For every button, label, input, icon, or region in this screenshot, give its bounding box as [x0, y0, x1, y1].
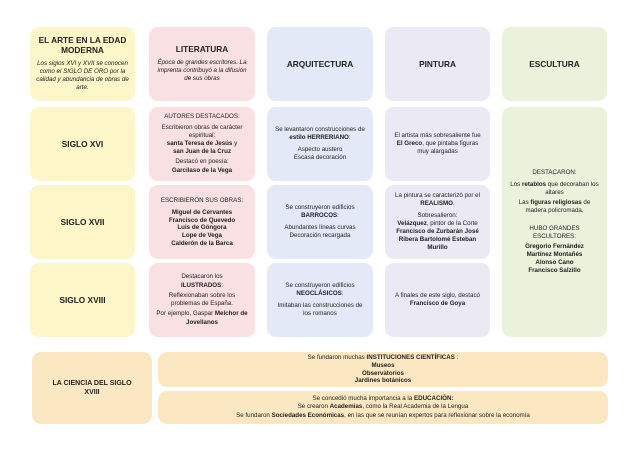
lit-xvi-cell — [149, 107, 255, 181]
lit-xviii-cell — [149, 263, 255, 337]
arq-xvi-escasa: Escasa decoración — [293, 154, 347, 162]
lit-xvi-santa: santa Teresa de Jesús — [166, 139, 233, 147]
pin-xvi-greco: El Greco — [396, 139, 423, 147]
pin-xvii-velazquez: Velázquez — [397, 220, 427, 228]
pin-xviii-l1: A finales de este siglo, destacó — [395, 291, 480, 299]
esc-retablos-word: retablos — [521, 180, 547, 188]
pin-xvii-vel-rest: , pintor de la Corte — [426, 220, 478, 228]
arq-xviii-desc: Imitaban las construcciones de los romanos — [277, 302, 363, 318]
pin-xvii-painter: José Ribera — [398, 228, 479, 244]
esc-names — [525, 243, 584, 275]
arquitectura-title: ARQUITECTURA — [286, 59, 354, 69]
row-siglo-xviii — [30, 263, 135, 337]
esc-las: Las — [518, 199, 531, 207]
lit-xvi-intro — [155, 124, 249, 156]
literatura-title: LITERATURA — [175, 43, 229, 54]
lit-xviii-l1: Destacaron los — [181, 273, 223, 281]
ciencia-instituciones-box — [158, 352, 608, 387]
lit-xvi-poesia — [172, 158, 232, 174]
arq-xvi-estilo: estilo HERRERIANO — [289, 133, 349, 141]
ciencia-sociedades-line — [236, 412, 530, 420]
esc-retablos — [508, 181, 601, 197]
arq-xvii-cell — [267, 185, 373, 259]
lit-xvi-head: AUTORES DESTACADOS: — [164, 113, 240, 121]
ciencia-inst-item: Jardines botánicos — [354, 377, 412, 385]
ciencia-edu-l1: Se concedió mucha importancia a la — [312, 395, 414, 403]
esc-figuras — [508, 199, 601, 215]
esc-figuras-word: figuras religiosas — [530, 199, 582, 207]
arq-xvii-desc: Abundantes líneas curvas Decoración recargada — [284, 224, 356, 240]
literatura-header — [149, 27, 255, 101]
lit-xvii-cell — [149, 185, 255, 259]
lit-xvi-y: y — [232, 139, 238, 147]
esc-retablos-rest: que decoraban los altares — [545, 180, 599, 196]
lit-xvii-author: Luis de Góngora — [177, 224, 227, 232]
modern-age-desc: Los siglos XVI y XVII se conocen como el SIGLO DE ORO por la calidad y abundancia de obras de arte. — [36, 59, 129, 91]
lit-xvi-intro-text: Escribieron obras de carácter espiritual: — [161, 123, 243, 139]
pin-xvii-dot: . — [452, 199, 455, 207]
esc-head: DESTACARON: — [532, 168, 577, 176]
esc-cell — [502, 107, 607, 337]
esc-figuras-rest: de madera policromada. — [525, 199, 591, 215]
ciencia-inst-items — [355, 362, 411, 384]
arq-xviii-cell — [267, 263, 373, 337]
pin-xvii-realismo: REALISMO — [420, 199, 453, 207]
pin-xvi-l1: El artista más sobresaliente fue — [394, 131, 481, 139]
pin-xvi-cell — [385, 107, 490, 181]
pin-xvii-sobre: Sobresalieron: — [417, 212, 458, 219]
siglo-xvi-label: SIGLO XVI — [61, 139, 104, 149]
arq-xviii-intro — [285, 282, 354, 298]
arq-xviii-neo: NEOCLÁSICOS — [296, 289, 342, 297]
lit-xviii-ejemplo — [155, 310, 249, 326]
lit-xvi-juan: san Juan de la Cruz — [172, 148, 232, 156]
arq-xvi-intro — [273, 126, 367, 142]
pin-xviii-goya: Francisco de Goya — [409, 300, 466, 307]
arq-xvi-aspecto: Aspecto austero — [297, 146, 343, 154]
lit-xvii-author: Miguel de Cervantes — [171, 208, 233, 216]
ciencia-inst-l1: Se fundaron muchas — [307, 354, 367, 362]
arq-xvi-l1: Se levantaron construcciones de — [275, 125, 365, 133]
pin-xvi-text — [391, 132, 484, 156]
ciencia-soc-l3b: , en las que se reunían expertos para reflexionar sobre la economía — [344, 411, 530, 419]
ciencia-label: LA CIENCIA DEL SIGLO XVIII — [52, 379, 132, 396]
ciencia-academias-line — [298, 403, 469, 411]
ciencia-acad-l2b: , como la Real Academia de la Lengua — [362, 403, 469, 411]
esc-name: Gregorio Fernández — [525, 243, 584, 251]
arq-xvii-l1: Se construyeron edificios — [285, 203, 355, 211]
ciencia-acad-word: Academias — [329, 403, 363, 411]
pintura-header — [385, 27, 490, 101]
arq-xvii-intro — [285, 204, 354, 220]
lit-xviii-ilustrados: ILUSTRADOS — [181, 281, 222, 289]
literatura-desc: Época de grandes escritores. La imprenta contribuyó a la difusión de sus obras — [157, 58, 247, 82]
lit-xviii-reflex: Reflexionaban sobre los problemas de España. — [168, 291, 236, 307]
pin-xvii-intro — [391, 192, 484, 208]
arq-xvi-cell — [267, 107, 373, 181]
esc-name: Francisco Salzillo — [528, 267, 581, 275]
modern-age-title: EL ARTE EN LA EDAD MODERNA — [38, 34, 127, 56]
modern-age-header — [30, 27, 135, 101]
siglo-xviii-label: SIGLO XVIII — [59, 295, 106, 305]
lit-xviii-colon: : — [221, 281, 223, 289]
pin-xvii-painter: Bartolomé Esteban Murillo — [419, 236, 477, 252]
lit-xvi-poesia-text: Destacó en poesía: — [175, 158, 229, 166]
arq-xviii-l1: Se construyeron edificios — [285, 281, 355, 289]
row-siglo-xvi — [30, 107, 135, 181]
ciencia-edu-line — [313, 395, 454, 403]
lit-xvi-garcilaso: Garcilaso de la Vega — [171, 166, 233, 174]
esc-hubo: HUBO GRANDES ESCULTORES: — [529, 224, 580, 240]
ciencia-soc-word: Sociedades Económicas — [271, 411, 345, 419]
arquitectura-header — [267, 27, 373, 101]
pintura-title: PINTURA — [419, 59, 456, 69]
lit-xvii-head: ESCRIBIERON SUS OBRAS: — [160, 196, 244, 204]
ciencia-inst-colon: : — [454, 354, 459, 362]
lit-xviii-intro — [181, 273, 223, 289]
ciencia-educacion-box — [158, 391, 608, 424]
pin-xvii-painters — [391, 212, 484, 252]
ciencia-soc-l3a: Se fundaron — [236, 411, 272, 419]
pin-xvii-velazquez-line — [391, 220, 484, 228]
arq-xviii-colon: : — [341, 289, 344, 297]
escultura-header — [502, 27, 607, 101]
lit-xvii-author: Lope de Vega — [182, 232, 222, 239]
siglo-xvii-label: SIGLO XVII — [60, 217, 105, 227]
pin-xviii-text — [391, 292, 484, 308]
ciencia-inst-word: INSTITUCIONES CIENTÍFICAS — [366, 354, 455, 362]
arq-xvi-colon: : — [348, 133, 351, 141]
pin-xvi-l2: , que pintaba figuras muy alargadas — [417, 139, 479, 156]
esc-name: Alonso Cano — [535, 259, 574, 267]
lit-xviii-ejemplo-text: Por ejemplo, Gaspar — [156, 310, 215, 318]
esc-name: Martínez Montañés — [526, 251, 583, 259]
ciencia-edu-word: EDUCACIÓN: — [413, 395, 454, 403]
row-siglo-xvii — [30, 185, 135, 259]
ciencia-inst-item: Museos — [371, 362, 395, 370]
pin-xvii-painter: Francisco de Zurbarán — [396, 228, 463, 236]
ciencia-acad-l2a: Se crearon — [297, 403, 330, 411]
pin-xvii-cell — [385, 185, 490, 259]
lit-xviii-melchor: Melchor de Jovellanos — [186, 310, 248, 326]
pin-xvii-l1: La pintura se caracterizó por el — [395, 191, 480, 199]
escultura-title: ESCULTURA — [529, 59, 580, 69]
arq-xvii-colon: : — [337, 211, 339, 219]
lit-xvii-author: Calderón de la Barca — [171, 239, 233, 247]
ciencia-inst-item: Observatorios — [362, 369, 404, 377]
arq-xvi-features — [294, 146, 346, 162]
arq-xvii-barrocos: BARROCOS — [301, 211, 338, 219]
lit-xvii-authors — [169, 209, 235, 248]
esc-los: Los — [510, 180, 522, 188]
ciencia-inst-line — [308, 354, 459, 362]
ciencia-label-box — [32, 352, 152, 424]
pin-xviii-cell — [385, 263, 490, 337]
lit-xvii-author: Francisco de Quevedo — [168, 216, 236, 224]
